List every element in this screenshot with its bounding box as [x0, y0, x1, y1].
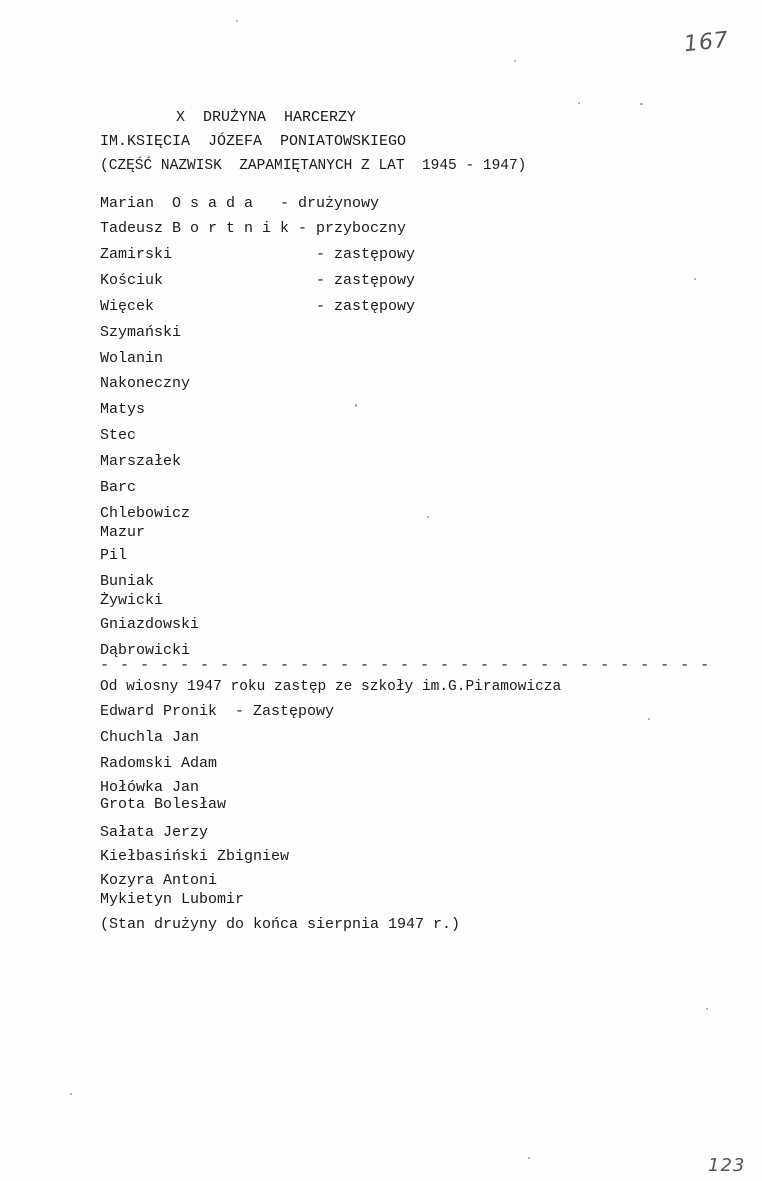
group-line: Od wiosny 1947 roku zastęp ze szkoły im.G.Piramowicza: [100, 679, 562, 695]
member-line: Wolanin: [100, 350, 164, 367]
heading-line-1: X DRUŻYNA HARCERZY: [176, 109, 357, 126]
scan-speck: [640, 103, 643, 105]
scan-speck: [694, 278, 696, 280]
member-line: Mazur: [100, 524, 146, 541]
separator-dashes: - - - - - - - - - - - - - - - - - - - - - - - - - - - - - - -: [100, 657, 711, 674]
member-line: Szymański: [100, 324, 182, 341]
group-line: Mykietyn Lubomir: [100, 891, 245, 908]
group-line: Edward Pronik - Zastępowy: [100, 703, 335, 720]
member-line: Barc: [100, 479, 137, 496]
scan-speck: [514, 60, 516, 62]
group-line: Sałata Jerzy: [100, 824, 209, 841]
group-line: (Stan drużyny do końca sierpnia 1947 r.): [100, 916, 461, 933]
member-line: Chlebowicz: [100, 505, 191, 522]
member-line: Nakoneczny: [100, 375, 191, 392]
member-line: Marszałek: [100, 453, 182, 470]
member-line: Zamirski - zastępowy: [100, 246, 416, 263]
scan-speck: [355, 404, 357, 407]
member-line: Buniak: [100, 573, 155, 590]
handwritten-page-number-top: 167: [682, 27, 731, 58]
scan-speck: [236, 20, 238, 22]
member-line: Żywicki: [100, 592, 164, 609]
scan-speck: [648, 718, 650, 720]
member-line: Gniazdowski: [100, 616, 200, 633]
member-line: Kościuk - zastępowy: [100, 272, 416, 289]
scan-speck: [70, 1093, 72, 1095]
group-line: Hołówka Jan: [100, 779, 200, 796]
member-line: Więcek - zastępowy: [100, 298, 416, 315]
member-line: Marian O s a d a - drużynowy: [100, 195, 380, 212]
scan-speck: [528, 1157, 530, 1159]
member-line: Pil: [100, 547, 128, 564]
group-line: Kozyra Antoni: [100, 872, 218, 889]
group-line: Grota Bolesław: [100, 796, 227, 813]
handwritten-page-number-bottom: 123: [708, 1155, 746, 1176]
heading-line-2: IM.KSIĘCIA JÓZEFA PONIATOWSKIEGO: [100, 133, 407, 150]
scan-speck: [706, 1008, 708, 1010]
member-line: Tadeusz B o r t n i k - przyboczny: [100, 220, 407, 237]
heading-line-3: (CZĘŚĆ NAZWISK ZAPAMIĘTANYCH Z LAT 1945 - 1947): [100, 158, 527, 174]
member-line: Dąbrowicki: [100, 642, 191, 659]
scan-speck: [578, 102, 580, 104]
group-line: Chuchla Jan: [100, 729, 200, 746]
group-line: Kiełbasiński Zbigniew: [100, 848, 290, 865]
scan-speck: [427, 516, 429, 518]
member-line: Matys: [100, 401, 146, 418]
member-line: Stec: [100, 427, 137, 444]
group-line: Radomski Adam: [100, 755, 218, 772]
